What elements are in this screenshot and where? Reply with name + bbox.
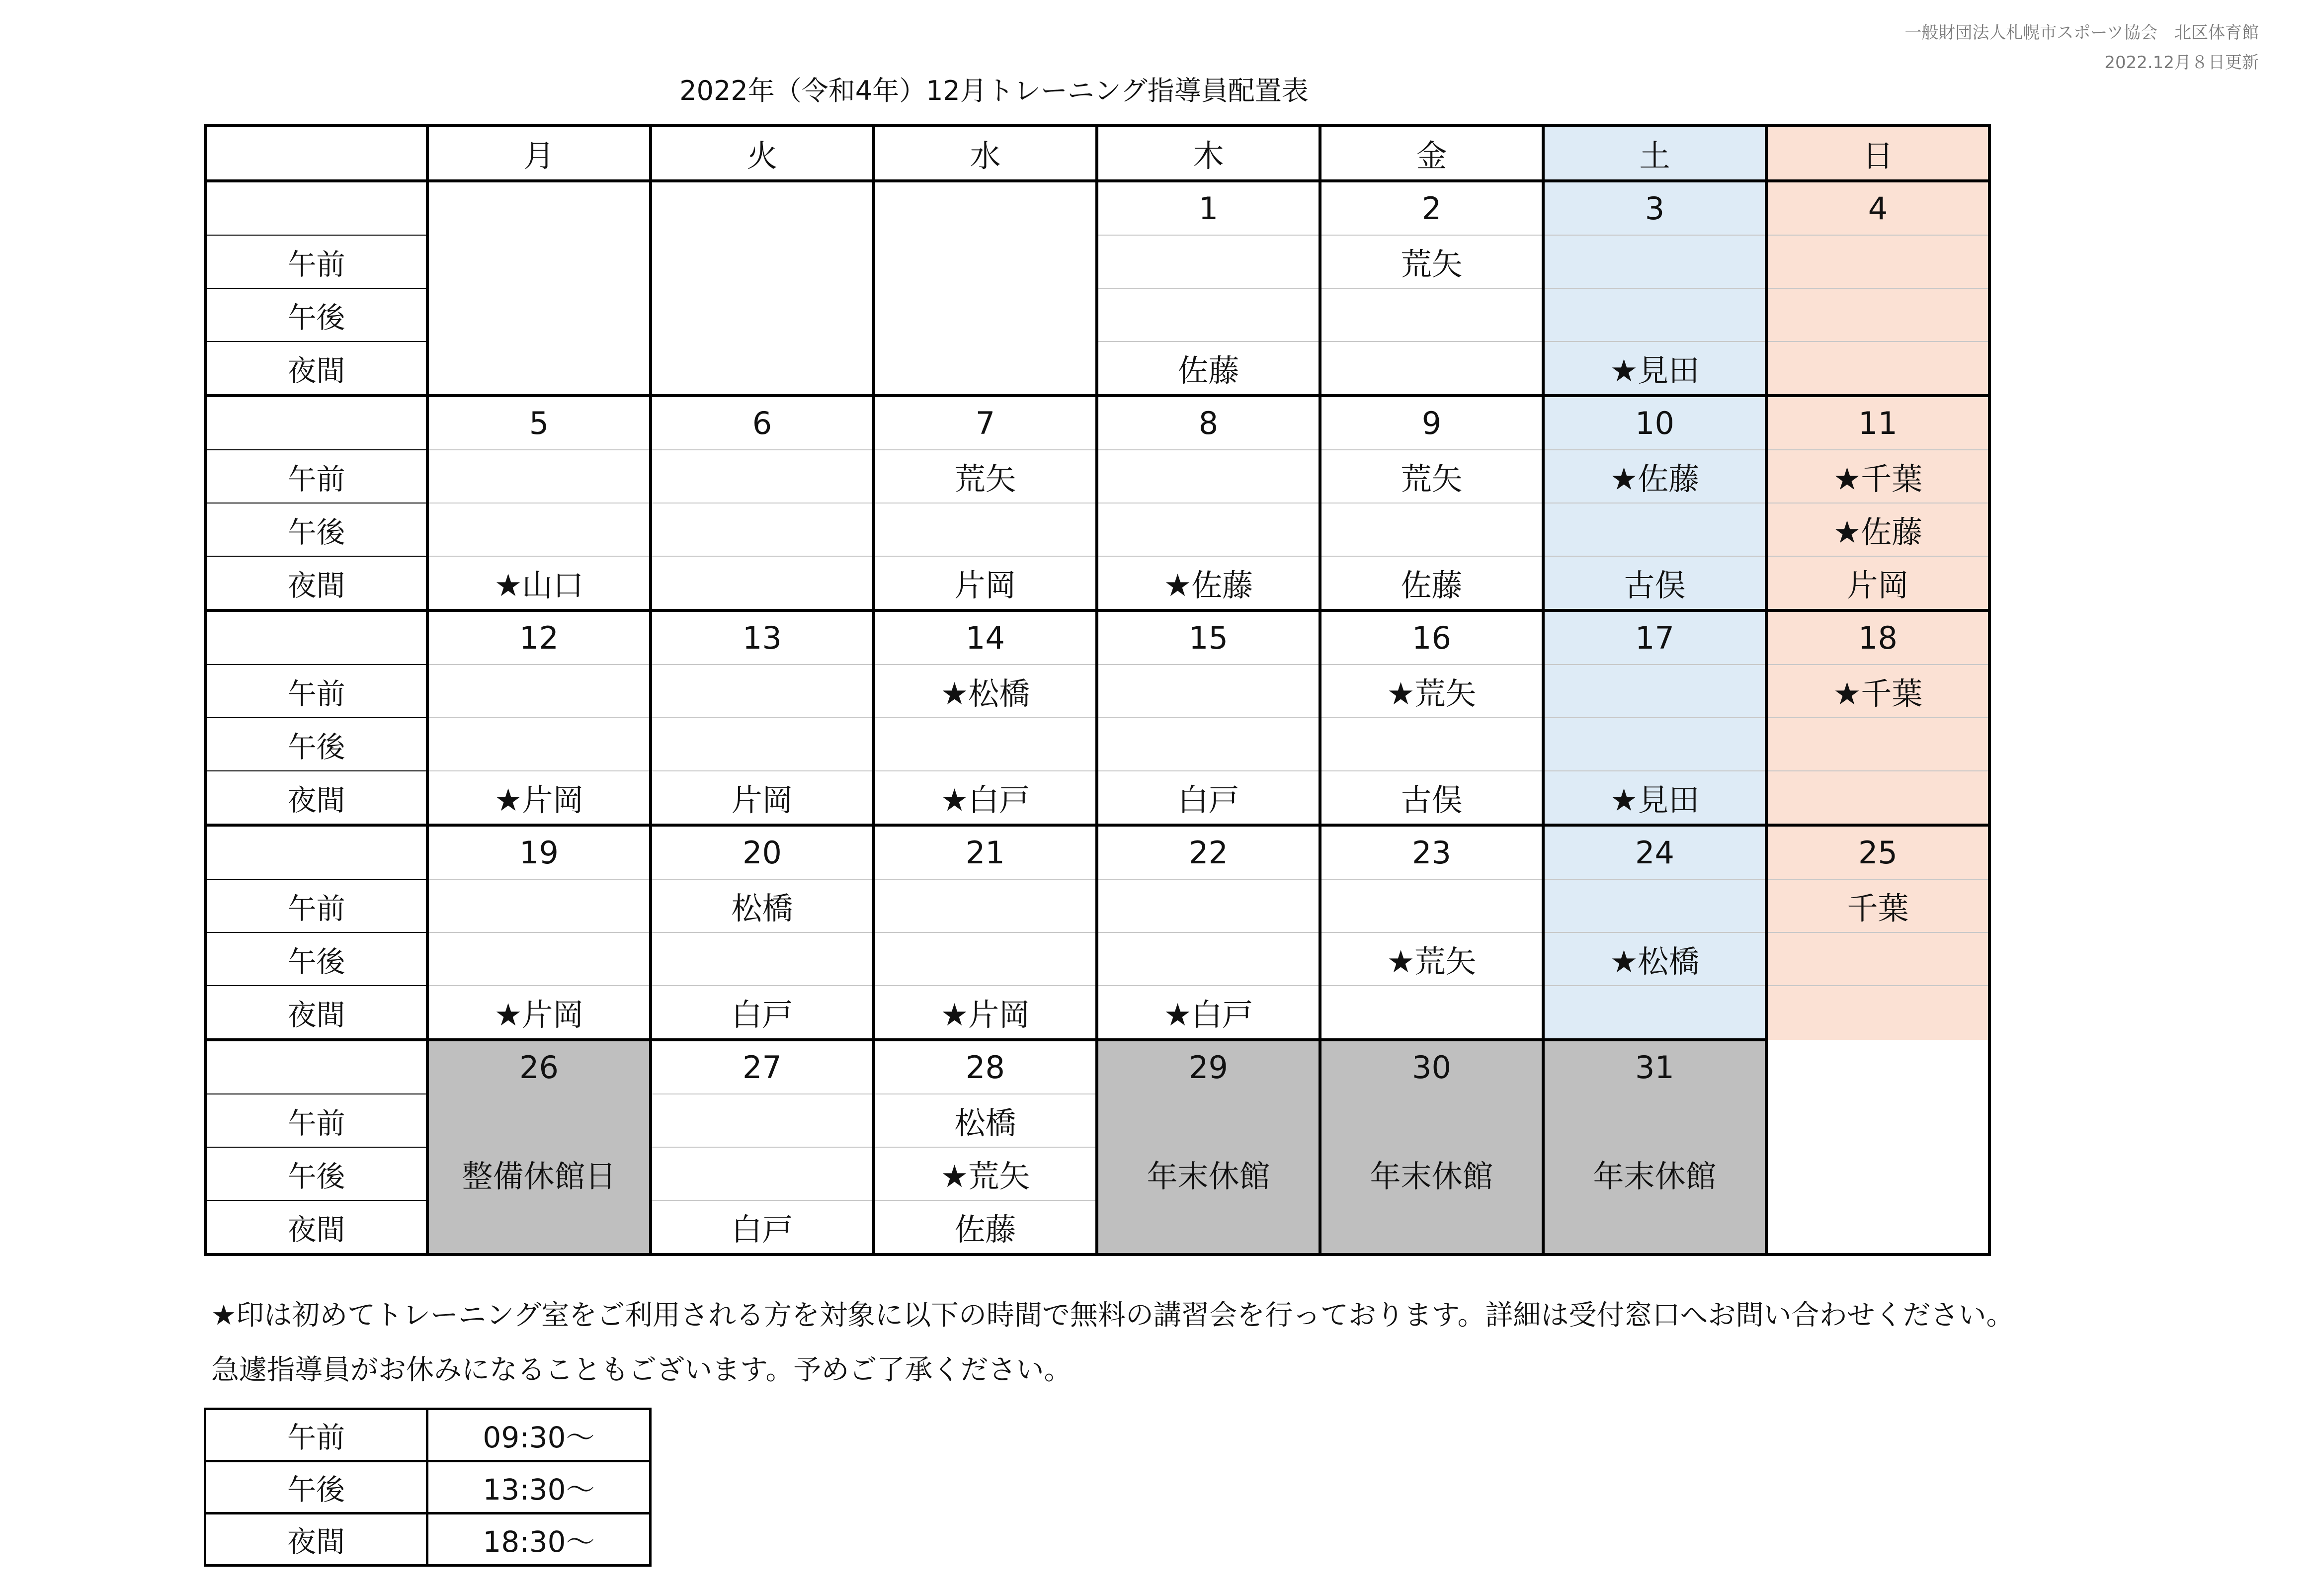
date-row	[205, 825, 1989, 879]
staff-cell-fri: 佐藤	[1320, 556, 1543, 610]
staff-cell-mon	[427, 665, 651, 718]
staff-cell-sat	[1543, 503, 1766, 556]
staff-cell-fri: 荒矢	[1320, 235, 1543, 288]
date-cell-tue: 6	[651, 396, 874, 450]
staff-cell-sun	[1766, 932, 1989, 986]
weekday-mon: 月	[427, 126, 651, 181]
staff-cell-fri: 荒矢	[1320, 450, 1543, 503]
date-cell-sat: 31	[1543, 1040, 1766, 1094]
staff-cell-wed: 荒矢	[874, 450, 1097, 503]
date-cell-fri: 2	[1320, 181, 1543, 235]
slot-label: 午後	[205, 718, 427, 771]
time-row-evening	[205, 1513, 651, 1566]
date-row	[205, 181, 1989, 235]
date-cell-sun: 18	[1766, 610, 1989, 665]
date-cell-tue: 27	[651, 1040, 874, 1094]
slot-label: 午後	[205, 932, 427, 986]
staff-cell-sat: ★佐藤	[1543, 450, 1766, 503]
time-slot-label: 午前	[205, 1409, 427, 1461]
staff-cell-sun	[1766, 771, 1989, 825]
staff-cell-tue	[651, 1094, 874, 1147]
slot-label: 午前	[205, 235, 427, 288]
staff-cell-sun	[1766, 235, 1989, 288]
time-value: 09:30～	[427, 1409, 651, 1461]
date-cell-mon: 19	[427, 825, 651, 879]
slot-row	[205, 879, 1989, 932]
page-title: 2022年（令和4年）12月トレーニング指導員配置表	[679, 75, 1309, 106]
date-cell-mon: 26	[427, 1040, 651, 1094]
slot-row	[205, 235, 1989, 288]
slot-row	[205, 932, 1989, 986]
staff-cell-wed: 松橋	[874, 1094, 1097, 1147]
staff-cell-wed: ★松橋	[874, 665, 1097, 718]
date-cell-thu: 29	[1097, 1040, 1320, 1094]
date-cell-sun: 25	[1766, 825, 1989, 879]
slot-row	[205, 718, 1989, 771]
slot-label: 夜間	[205, 771, 427, 825]
staff-cell-sun: 片岡	[1766, 556, 1989, 610]
staff-cell-sat: 古俣	[1543, 556, 1766, 610]
header-corner-cell	[205, 126, 427, 181]
staff-cell-tue	[651, 288, 874, 341]
staff-cell-fri	[1320, 718, 1543, 771]
staff-cell-tue	[651, 665, 874, 718]
staff-cell-thu: ★白戸	[1097, 986, 1320, 1040]
staff-cell-sat	[1543, 288, 1766, 341]
date-cell-mon: 5	[427, 396, 651, 450]
staff-cell-thu	[1097, 1094, 1320, 1147]
staff-cell-mon	[427, 879, 651, 932]
lecture-times-table	[204, 1408, 652, 1567]
staff-cell-wed	[874, 503, 1097, 556]
date-cell-fri: 30	[1320, 1040, 1543, 1094]
staff-cell-thu	[1097, 503, 1320, 556]
slot-label: 午前	[205, 450, 427, 503]
staff-cell-wed	[874, 879, 1097, 932]
staff-cell-wed: 佐藤	[874, 1200, 1097, 1255]
date-cell-fri: 23	[1320, 825, 1543, 879]
staff-cell-sun: ★千葉	[1766, 665, 1989, 718]
date-cell-wed: 7	[874, 396, 1097, 450]
staff-cell-mon: 整備休館日	[427, 1147, 651, 1200]
staff-cell-sun	[1766, 1094, 1989, 1147]
slot-label: 午後	[205, 288, 427, 341]
slot-row	[205, 503, 1989, 556]
note-lecture: ★印は初めてトレーニング室をご利用される方を対象に以下の時間で無料の講習会を行っております。詳細は受付窓口へお問い合わせください。	[211, 1299, 2014, 1332]
slot-label: 夜間	[205, 341, 427, 396]
staff-cell-sun	[1766, 1147, 1989, 1200]
staff-cell-mon	[427, 1200, 651, 1255]
staff-cell-wed	[874, 932, 1097, 986]
schedule-table	[204, 124, 1991, 1256]
slot-row	[205, 341, 1989, 396]
date-cell-sat: 17	[1543, 610, 1766, 665]
date-cell-wed: 14	[874, 610, 1097, 665]
staff-cell-thu: 白戸	[1097, 771, 1320, 825]
slot-row	[205, 1200, 1989, 1255]
staff-cell-sat	[1543, 986, 1766, 1040]
time-slot-label: 夜間	[205, 1513, 427, 1566]
time-value: 13:30～	[427, 1461, 651, 1513]
staff-cell-thu	[1097, 718, 1320, 771]
slot-row	[205, 771, 1989, 825]
staff-cell-tue: 白戸	[651, 986, 874, 1040]
staff-cell-wed: 片岡	[874, 556, 1097, 610]
staff-cell-sun: ★佐藤	[1766, 503, 1989, 556]
staff-cell-thu	[1097, 879, 1320, 932]
date-cell-wed: 21	[874, 825, 1097, 879]
date-row-label	[205, 181, 427, 235]
staff-cell-tue: 片岡	[651, 771, 874, 825]
date-cell-sat: 24	[1543, 825, 1766, 879]
staff-cell-tue	[651, 450, 874, 503]
date-cell-thu: 1	[1097, 181, 1320, 235]
staff-cell-mon	[427, 932, 651, 986]
staff-cell-sun: ★千葉	[1766, 450, 1989, 503]
date-cell-tue	[651, 181, 874, 235]
weekday-thu: 木	[1097, 126, 1320, 181]
slot-row	[205, 986, 1989, 1040]
staff-cell-mon	[427, 341, 651, 396]
date-row	[205, 610, 1989, 665]
staff-cell-thu: 佐藤	[1097, 341, 1320, 396]
staff-cell-tue	[651, 932, 874, 986]
staff-cell-mon	[427, 503, 651, 556]
staff-cell-sun: 千葉	[1766, 879, 1989, 932]
staff-cell-tue	[651, 1147, 874, 1200]
staff-cell-wed: ★白戸	[874, 771, 1097, 825]
date-row-label	[205, 396, 427, 450]
date-row-label	[205, 610, 427, 665]
staff-cell-mon: ★山口	[427, 556, 651, 610]
staff-cell-fri	[1320, 879, 1543, 932]
weekday-sat: 土	[1543, 126, 1766, 181]
date-cell-thu: 8	[1097, 396, 1320, 450]
staff-cell-sun	[1766, 1200, 1989, 1255]
time-slot-label: 午後	[205, 1461, 427, 1513]
staff-cell-sat	[1543, 718, 1766, 771]
staff-cell-fri: 年末休館	[1320, 1147, 1543, 1200]
slot-label: 午前	[205, 879, 427, 932]
slot-label: 午後	[205, 503, 427, 556]
staff-cell-mon	[427, 718, 651, 771]
staff-cell-wed	[874, 718, 1097, 771]
staff-cell-tue	[651, 718, 874, 771]
staff-cell-tue: 白戸	[651, 1200, 874, 1255]
staff-cell-thu	[1097, 235, 1320, 288]
date-cell-thu: 22	[1097, 825, 1320, 879]
time-row-morning	[205, 1409, 651, 1461]
staff-cell-fri	[1320, 1094, 1543, 1147]
date-cell-sun: 11	[1766, 396, 1989, 450]
date-cell-tue: 13	[651, 610, 874, 665]
staff-cell-sat: ★見田	[1543, 771, 1766, 825]
slot-label: 午前	[205, 665, 427, 718]
slot-row	[205, 288, 1989, 341]
slot-row	[205, 1147, 1989, 1200]
weekday-wed: 水	[874, 126, 1097, 181]
date-row-label	[205, 825, 427, 879]
slot-label: 午前	[205, 1094, 427, 1147]
weekday-sun: 日	[1766, 126, 1989, 181]
weekday-header-row	[205, 126, 1989, 181]
org-name: 一般財団法人札幌市スポーツ協会 北区体育館	[1904, 23, 2259, 43]
weekday-tue: 火	[651, 126, 874, 181]
staff-cell-sat: ★見田	[1543, 341, 1766, 396]
staff-cell-mon	[427, 235, 651, 288]
date-cell-thu: 15	[1097, 610, 1320, 665]
staff-cell-fri	[1320, 341, 1543, 396]
staff-cell-thu	[1097, 450, 1320, 503]
staff-cell-sun	[1766, 341, 1989, 396]
header-meta	[1904, 18, 2259, 78]
staff-cell-fri: 古俣	[1320, 771, 1543, 825]
staff-cell-fri: ★荒矢	[1320, 932, 1543, 986]
slot-label: 夜間	[205, 986, 427, 1040]
date-row	[205, 396, 1989, 450]
date-cell-fri: 9	[1320, 396, 1543, 450]
staff-cell-fri	[1320, 986, 1543, 1040]
date-cell-sat: 10	[1543, 396, 1766, 450]
staff-cell-sun	[1766, 288, 1989, 341]
staff-cell-thu	[1097, 932, 1320, 986]
staff-cell-wed: ★片岡	[874, 986, 1097, 1040]
date-cell-tue: 20	[651, 825, 874, 879]
slot-row	[205, 450, 1989, 503]
staff-cell-thu	[1097, 665, 1320, 718]
date-cell-fri: 16	[1320, 610, 1543, 665]
slot-label: 夜間	[205, 556, 427, 610]
date-cell-sun	[1766, 1040, 1989, 1094]
staff-cell-mon	[427, 450, 651, 503]
staff-cell-sat	[1543, 665, 1766, 718]
date-cell-sat: 3	[1543, 181, 1766, 235]
staff-cell-sun	[1766, 718, 1989, 771]
date-row-label	[205, 1040, 427, 1094]
staff-cell-sat	[1543, 1200, 1766, 1255]
staff-cell-tue: 松橋	[651, 879, 874, 932]
staff-cell-mon: ★片岡	[427, 986, 651, 1040]
staff-cell-thu	[1097, 1200, 1320, 1255]
staff-cell-sat: 年末休館	[1543, 1147, 1766, 1200]
staff-cell-wed	[874, 235, 1097, 288]
date-cell-wed	[874, 181, 1097, 235]
staff-cell-fri: ★荒矢	[1320, 665, 1543, 718]
date-row	[205, 1040, 1989, 1094]
staff-cell-wed	[874, 341, 1097, 396]
time-value: 18:30～	[427, 1513, 651, 1566]
staff-cell-tue	[651, 341, 874, 396]
slot-label: 夜間	[205, 1200, 427, 1255]
staff-cell-sat	[1543, 1094, 1766, 1147]
staff-cell-tue	[651, 503, 874, 556]
date-cell-sun: 4	[1766, 181, 1989, 235]
staff-cell-thu	[1097, 288, 1320, 341]
staff-cell-thu: ★佐藤	[1097, 556, 1320, 610]
date-cell-mon: 12	[427, 610, 651, 665]
staff-cell-mon	[427, 1094, 651, 1147]
staff-cell-sat	[1543, 879, 1766, 932]
weekday-fri: 金	[1320, 126, 1543, 181]
staff-cell-wed	[874, 288, 1097, 341]
slot-row	[205, 556, 1989, 610]
staff-cell-fri	[1320, 503, 1543, 556]
slot-label: 午後	[205, 1147, 427, 1200]
staff-cell-fri	[1320, 288, 1543, 341]
staff-cell-thu: 年末休館	[1097, 1147, 1320, 1200]
time-row-afternoon	[205, 1461, 651, 1513]
staff-cell-sat	[1543, 235, 1766, 288]
updated-date: 2022.12月８日更新	[2104, 53, 2259, 73]
staff-cell-mon	[427, 288, 651, 341]
date-cell-mon	[427, 181, 651, 235]
staff-cell-tue	[651, 556, 874, 610]
staff-cell-mon: ★片岡	[427, 771, 651, 825]
staff-cell-sat: ★松橋	[1543, 932, 1766, 986]
staff-cell-wed: ★荒矢	[874, 1147, 1097, 1200]
staff-cell-sun	[1766, 986, 1989, 1040]
staff-cell-fri	[1320, 1200, 1543, 1255]
slot-row	[205, 1094, 1989, 1147]
date-cell-wed: 28	[874, 1040, 1097, 1094]
slot-row	[205, 665, 1989, 718]
note-absence: 急遽指導員がお休みになることもございます。予めご了承ください。	[211, 1354, 1072, 1386]
staff-cell-tue	[651, 235, 874, 288]
